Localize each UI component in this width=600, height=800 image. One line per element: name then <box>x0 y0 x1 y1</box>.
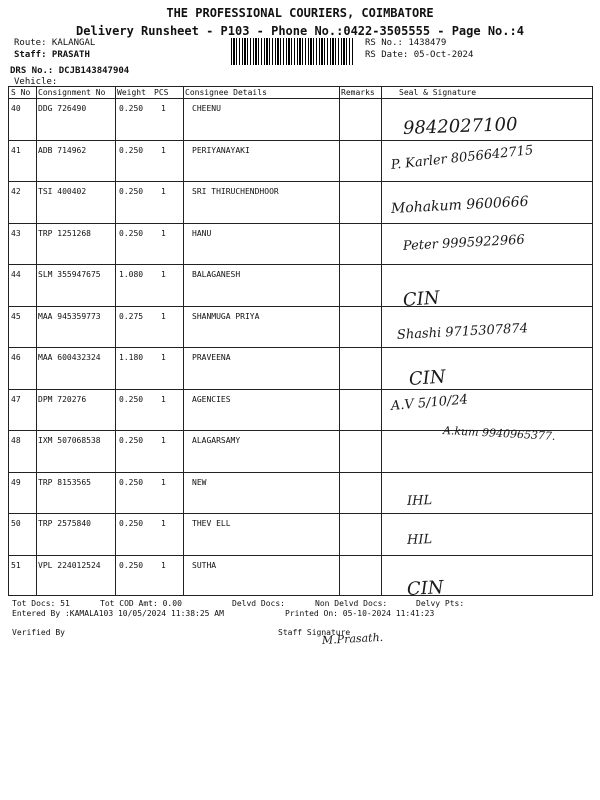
row-weight: 0.250 <box>119 436 144 445</box>
row-consignee: SUTHA <box>192 560 217 570</box>
vehicle-label: Vehicle: <box>14 77 58 87</box>
row-consignment-no: TRP 8153565 <box>38 477 91 487</box>
row-signature: IHL <box>406 492 433 509</box>
delivery-points: Delvy Pts: <box>416 599 465 608</box>
row-consignment-no: MAA 600432324 <box>38 353 101 362</box>
row-divider <box>9 181 592 182</box>
rs-number: RS No.: 1438479 <box>365 38 447 48</box>
row-consignee: SHANMUGA PRIYA <box>192 311 260 321</box>
row-weight: 1.080 <box>119 270 144 279</box>
barcode-image <box>231 38 354 65</box>
row-weight: 0.250 <box>119 228 144 238</box>
col-sno: S No <box>11 88 31 97</box>
row-divider <box>9 513 592 514</box>
col-weight: Weight <box>117 88 146 97</box>
row-divider <box>9 140 592 141</box>
route-label: Route: KALANGAL <box>14 38 96 48</box>
row-weight: 0.250 <box>119 477 144 487</box>
row-divider <box>9 389 592 390</box>
row-pcs: 1 <box>161 560 166 570</box>
row-weight: 0.250 <box>119 187 144 196</box>
runsheet-table <box>8 86 593 600</box>
col-signature: Seal & Signature <box>399 88 477 97</box>
row-pcs: 1 <box>161 145 166 155</box>
row-pcs: 1 <box>161 187 166 196</box>
total-cod: Tot COD Amt: 0.00 <box>100 599 182 608</box>
entered-by: Entered By :KAMALA103 10/05/2024 11:38:25 AM <box>12 609 224 618</box>
col-consignment: Consignment No <box>38 88 106 97</box>
row-sno: 42 <box>11 187 21 196</box>
row-sno: 45 <box>11 311 21 321</box>
staff-label: Staff: PRASATH <box>14 50 90 60</box>
row-signature: P. Karler 8056642715 <box>390 142 534 173</box>
row-pcs: 1 <box>161 477 166 487</box>
row-weight: 0.250 <box>119 560 144 570</box>
row-pcs: 1 <box>161 353 166 362</box>
row-signature: A.V 5/10/24 <box>390 391 469 414</box>
row-consignment-no: DDG 726490 <box>38 104 87 113</box>
row-signature: CIN <box>402 287 441 311</box>
verified-by: Verified By <box>12 628 65 637</box>
total-docs: Tot Docs: 51 <box>12 599 70 608</box>
row-signature: CIN <box>406 576 445 600</box>
delivered-docs: Delvd Docs: <box>232 599 285 608</box>
row-consignment-no: IXM 507068538 <box>38 436 101 445</box>
row-consignee: SRI THIRUCHENDHOOR <box>192 187 279 196</box>
row-sno: 40 <box>11 104 21 113</box>
row-sno: 51 <box>11 560 21 570</box>
row-pcs: 1 <box>161 519 166 528</box>
row-weight: 0.275 <box>119 311 144 321</box>
col-pcs: PCS <box>154 88 169 97</box>
row-divider <box>9 472 592 473</box>
row-signature: CIN <box>408 366 447 390</box>
col-consignee: Consignee Details <box>185 88 267 97</box>
row-signature: Peter 9995922966 <box>402 232 526 254</box>
row-weight: 0.250 <box>119 145 144 155</box>
row-consignment-no: TRP 2575840 <box>38 519 91 528</box>
row-signature: A.kum 9940965377. <box>442 424 556 443</box>
row-pcs: 1 <box>161 311 166 321</box>
rs-date: RS Date: 05-Oct-2024 <box>365 50 474 60</box>
row-sno: 41 <box>11 145 21 155</box>
row-weight: 0.250 <box>119 104 144 113</box>
row-divider <box>9 264 592 265</box>
row-pcs: 1 <box>161 228 166 238</box>
col-remarks: Remarks <box>341 88 375 97</box>
staff-signature-label: Staff Signature <box>278 628 351 637</box>
row-pcs: 1 <box>161 394 166 404</box>
printed-on: Printed On: 05-10-2024 11:41:23 <box>285 609 435 618</box>
row-consignment-no: ADB 714962 <box>38 145 87 155</box>
row-consignment-no: TRP 1251268 <box>38 228 91 238</box>
row-consignee: PRAVEENA <box>192 353 231 362</box>
row-consignee: THEV ELL <box>192 519 231 528</box>
row-consignee: HANU <box>192 228 212 238</box>
row-divider <box>9 555 592 556</box>
row-consignee: AGENCIES <box>192 394 231 404</box>
row-sno: 44 <box>11 270 21 279</box>
row-consignee: BALAGANESH <box>192 270 241 279</box>
row-pcs: 1 <box>161 436 166 445</box>
row-consignment-no: SLM 355947675 <box>38 270 101 279</box>
row-sno: 46 <box>11 353 21 362</box>
row-weight: 0.250 <box>119 519 144 528</box>
row-sno: 50 <box>11 519 21 528</box>
row-consignment-no: TSI 400402 <box>38 187 87 196</box>
row-divider <box>9 223 592 224</box>
company-title: THE PROFESSIONAL COURIERS, COIMBATORE <box>166 6 434 20</box>
row-sno: 43 <box>11 228 21 238</box>
row-consignee: ALAGARSAMY <box>192 436 241 445</box>
row-weight: 0.250 <box>119 394 144 404</box>
staff-signature-scribble: M.Prasath. <box>321 630 384 647</box>
row-consignee: CHEENU <box>192 104 221 113</box>
row-pcs: 1 <box>161 270 166 279</box>
row-consignment-no: VPL 224012524 <box>38 560 101 570</box>
row-signature: 9842027100 <box>402 114 518 139</box>
non-delivered-docs: Non Delvd Docs: <box>315 599 388 608</box>
row-signature: Mohakum 9600666 <box>390 193 529 217</box>
row-sno: 48 <box>11 436 21 445</box>
row-sno: 49 <box>11 477 21 487</box>
row-signature: Shashi 9715307874 <box>396 320 529 343</box>
runsheet-subtitle: Delivery Runsheet - P103 - Phone No.:0422-3505555 - Page No.:4 <box>76 24 524 38</box>
drs-number: DRS No.: DCJB143847904 <box>10 66 130 76</box>
row-weight: 1.180 <box>119 353 144 362</box>
row-sno: 47 <box>11 394 21 404</box>
row-pcs: 1 <box>161 104 166 113</box>
row-consignment-no: DPM 720276 <box>38 394 87 404</box>
row-consignee: NEW <box>192 477 207 487</box>
row-signature: HIL <box>406 532 433 548</box>
row-consignment-no: MAA 945359773 <box>38 311 101 321</box>
row-consignee: PERIYANAYAKI <box>192 145 250 155</box>
row-divider <box>9 306 592 307</box>
row-divider <box>9 347 592 348</box>
